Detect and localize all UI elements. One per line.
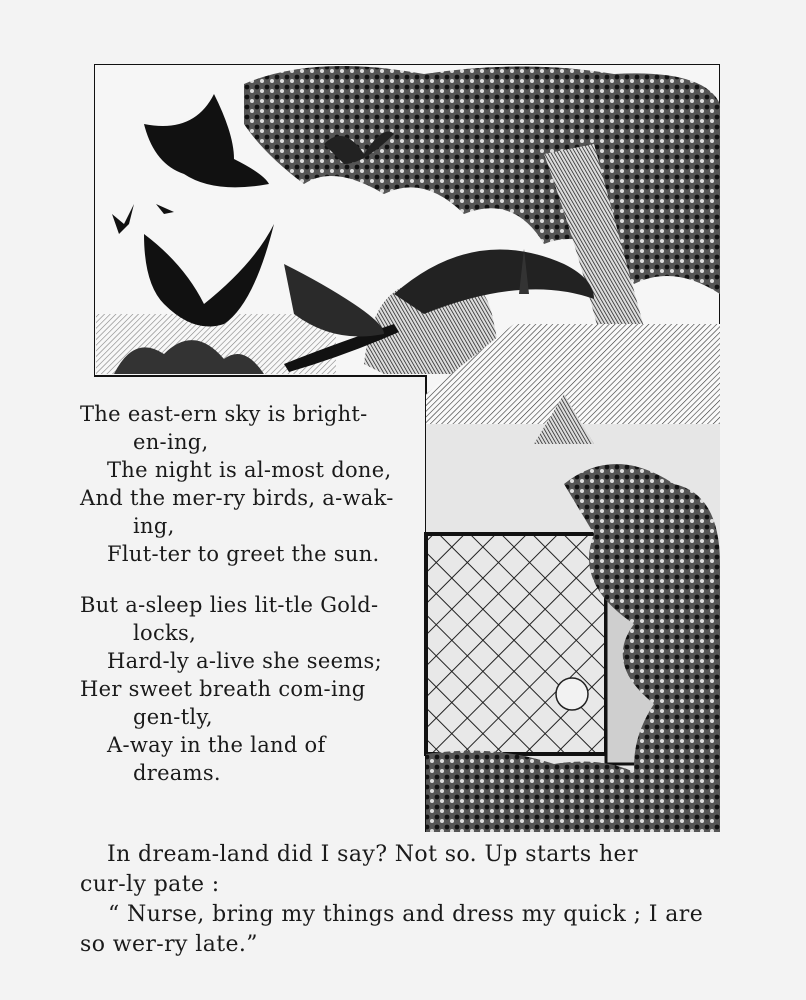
poem-line: The night is al-most done, bbox=[107, 458, 392, 482]
poem-line: locks, bbox=[133, 621, 197, 645]
poem-line: dreams. bbox=[133, 761, 221, 785]
prose-line: cur-ly pate : bbox=[80, 872, 220, 897]
poem-line: Flut-ter to greet the sun. bbox=[107, 542, 380, 566]
poem-line: A-way in the land of bbox=[107, 733, 326, 757]
poem-line: But a-sleep lies lit-tle Gold- bbox=[80, 593, 379, 617]
poem-stanza-1 bbox=[80, 400, 406, 568]
poem-line: Hard-ly a-live she seems; bbox=[107, 649, 382, 673]
poem bbox=[80, 400, 406, 787]
prose-line: “ Nurse, bring my things and dress my quick ; I are bbox=[108, 902, 704, 927]
poem-line bbox=[80, 400, 406, 428]
poem-line: ing, bbox=[133, 514, 175, 538]
prose-line: so wer-ry late.” bbox=[80, 932, 258, 957]
prose-paragraph bbox=[80, 840, 740, 960]
poem-stanza-2 bbox=[80, 591, 406, 787]
poem-line: Her sweet breath com-ing bbox=[80, 677, 366, 701]
poem-line-text: The east-ern sky is bright- bbox=[80, 402, 368, 426]
poem-line: en-ing, bbox=[133, 430, 209, 454]
poem-line: And the mer-ry birds, a-wak- bbox=[80, 486, 394, 510]
poem-line: gen-tly, bbox=[133, 705, 213, 729]
prose-line: In dream-land did I say? Not so. Up starts her bbox=[107, 842, 638, 867]
